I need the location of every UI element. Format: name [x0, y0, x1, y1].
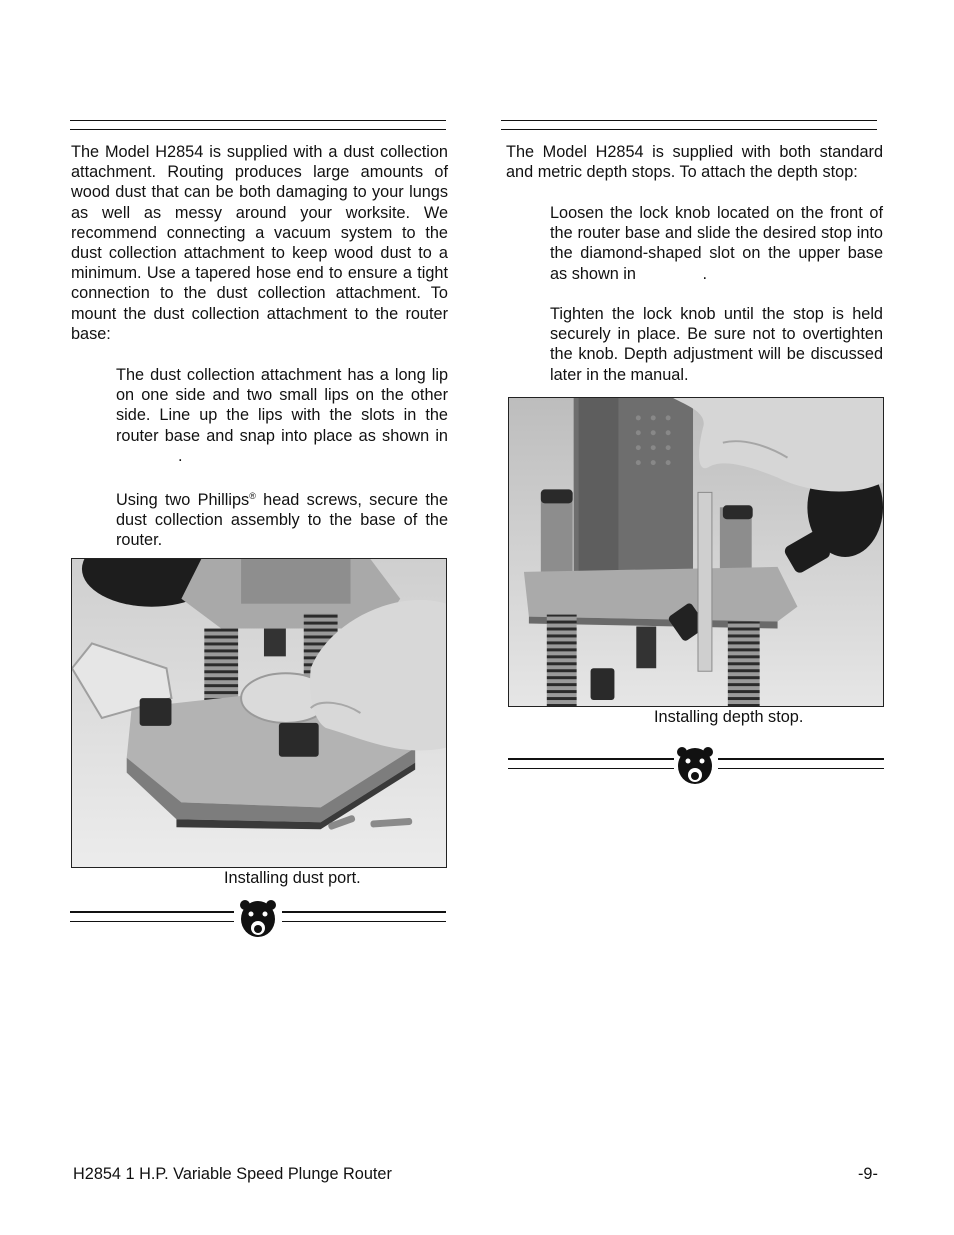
- left-figure-caption: Installing dust port.: [224, 869, 361, 887]
- right-intro-paragraph: The Model H2854 is supplied with both standard and metric depth stops. To attach the depth stop:: [506, 143, 883, 182]
- left-divider-line-left-thin: [70, 921, 234, 922]
- right-step-2: [550, 304, 883, 385]
- left-intro-paragraph: The Model H2854 is supplied with a dust collection attachment. Routing produces large amounts of wood dust that can be both damaging to your lungs as well as messy around your worksite. We recommend connecting a vacuum system to the dust collection attachment to keep wood dust to a minimum. Use a tapered hose end to ensure a tight connection to the dust collection attachment. To mount the dust collection attachment to the router base:: [71, 143, 448, 343]
- right-step-1-text: Loosen the lock knob located on the front of the router base and slide the desired stop into the diamond-shaped slot on the upper base as shown in: [550, 204, 883, 283]
- left-divider-line-right-thick: [282, 911, 446, 913]
- right-divider-line-right-thick: [718, 758, 884, 760]
- right-section-header-rule-top: [501, 120, 877, 121]
- right-figure-caption: Installing depth stop.: [654, 708, 804, 726]
- bear-head-icon: [239, 899, 277, 939]
- right-section-divider: [508, 746, 884, 786]
- dust-port-photo: [71, 558, 447, 868]
- left-step-1: [116, 365, 448, 466]
- right-step-1-end: .: [702, 264, 708, 283]
- right-divider-line-right-thin: [718, 768, 884, 769]
- left-step-1-end: .: [178, 446, 183, 465]
- right-divider-line-left-thick: [508, 758, 674, 760]
- bear-head-icon: [676, 746, 714, 786]
- right-step-1: [550, 203, 883, 284]
- page-number: -9-: [858, 1165, 878, 1183]
- left-section-divider: [70, 899, 446, 939]
- left-step-2-pre: Using two Phillips: [116, 491, 250, 509]
- left-step-2-post: head screws, secure the dust collection assembly to the base of the router.: [116, 491, 448, 550]
- right-section-header-rule-bottom: [501, 129, 877, 130]
- left-step-1-text: The dust collection attachment has a long lip on one side and two small lips on the other side. Line up the lips with the slots in the router base and snap into place as shown in: [116, 366, 448, 445]
- left-section-header-rule-bottom: [70, 129, 446, 130]
- footer-title: H2854 1 H.P. Variable Speed Plunge Router: [73, 1165, 392, 1183]
- left-divider-line-left-thick: [70, 911, 234, 913]
- depth-stop-photo: [508, 397, 884, 707]
- right-step-2-text: Tighten the lock knob until the stop is held securely in place. Be sure not to overtighten the knob. Depth adjustment will be discussed later in the manual.: [550, 305, 883, 384]
- left-step-2: [116, 486, 448, 551]
- registered-mark: ®: [249, 491, 256, 501]
- left-section-header-rule-top: [70, 120, 446, 121]
- left-divider-line-right-thin: [282, 921, 446, 922]
- right-divider-line-left-thin: [508, 768, 674, 769]
